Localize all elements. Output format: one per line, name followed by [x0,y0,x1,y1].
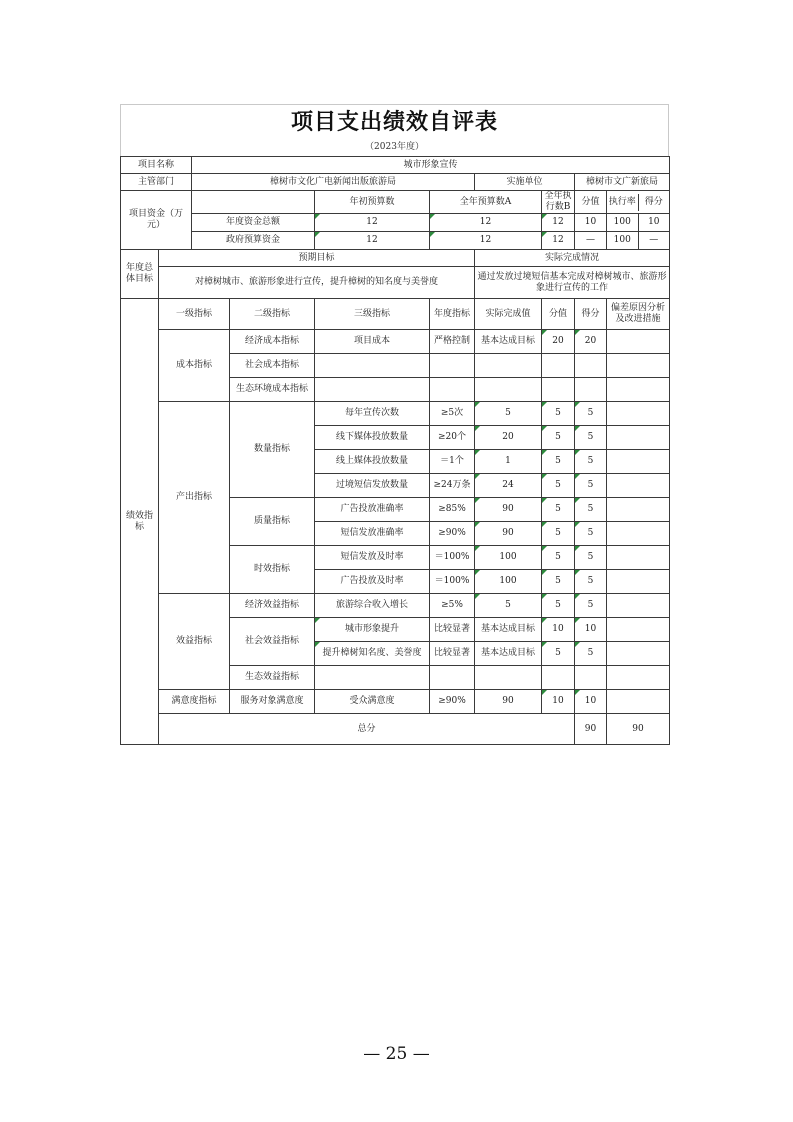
indicator-actual: 1 [475,450,542,474]
indicator-points: 5 [575,522,607,546]
level2-eco-benefit: 生态效益指标 [230,666,315,690]
funds-row-rate-points [607,232,670,250]
level2-eco-cost: 生态环境成本指标 [230,378,315,402]
indicator-name: 城市形象提升 [315,618,430,642]
indicator-actual: 24 [475,474,542,498]
indicator-points: 5 [575,570,607,594]
funds-row-executed: 12 [542,214,575,232]
empty-cell [430,666,475,690]
indicator-points: 5 [575,642,607,666]
indicator-name: 过境短信发放数量 [315,474,430,498]
indicator-target: 比较显著 [430,642,475,666]
total-score: 90 [575,714,607,745]
indicator-name: 线下媒体投放数量 [315,426,430,450]
indicator-target: ＝100% [430,570,475,594]
indicator-name: 广告投放及时率 [315,570,430,594]
indicator-section-label: 绩效指标 [121,299,159,745]
empty-cell [607,378,670,402]
indicator-name: 短信发放及时率 [315,546,430,570]
funds-row-full-year: 12 [430,214,542,232]
empty-cell [607,666,670,690]
indicator-actual: 基本达成目标 [475,618,542,642]
level2-social-benefit: 社会效益指标 [230,618,315,666]
empty-cell [575,666,607,690]
indicator-score: 5 [542,546,575,570]
level2-economic-benefit: 经济效益指标 [230,594,315,618]
dept-value: 樟树市文化广电新闻出版旅游局 [192,174,475,191]
empty-cell [575,378,607,402]
indicator-points: 20 [575,330,607,354]
funds-row-points: — [638,232,670,249]
indicator-target: ≥20个 [430,426,475,450]
indicator-score: 5 [542,522,575,546]
funds-row [121,214,670,232]
funds-row-name: 年度资金总额 [192,214,315,232]
indicator-name: 旅游综合收入增长 [315,594,430,618]
indicator-target: ≥5% [430,594,475,618]
indicator-score: 20 [542,330,575,354]
indicator-points: 5 [575,498,607,522]
indicator-name: 项目成本 [315,330,430,354]
funds-row-name: 政府预算资金 [192,232,315,250]
indicator-deviation [607,642,670,666]
funds-row-initial: 12 [315,214,430,232]
indicator-actual: 基本达成目标 [475,642,542,666]
indicator-points: 10 [575,690,607,714]
indicator-target: ≥24万条 [430,474,475,498]
indicator-target: ≥90% [430,690,475,714]
hdr-score: 分值 [542,299,575,330]
empty-cell [475,666,542,690]
col-exec-rate: 执行率 [608,196,636,207]
empty-cell [575,354,607,378]
self-evaluation-sheet [120,104,669,745]
indicator-target: 严格控制 [430,330,475,354]
funds-row-rate: 100 [613,217,631,227]
total-label: 总分 [159,714,575,745]
indicator-actual: 90 [475,522,542,546]
empty-cell [315,666,430,690]
indicator-name: 线上媒体投放数量 [315,450,430,474]
funds-row-score: 10 [575,214,607,232]
indicator-score: 5 [542,474,575,498]
indicator-score: 10 [542,618,575,642]
empty-cell [430,378,475,402]
level2-economic-cost: 经济成本指标 [230,330,315,354]
page-number: — 25 — [363,1044,430,1064]
indicator-deviation [607,426,670,450]
hdr-deviation: 偏差原因分析及改进措施 [607,299,670,330]
col-points: 得分 [638,194,670,211]
funds-row-initial: 12 [315,232,430,250]
empty-cell [315,378,430,402]
hdr-level1: 一级指标 [159,299,230,330]
funds-row [121,232,670,250]
indicator-points: 5 [575,426,607,450]
indicator-deviation [607,450,670,474]
col-full-year-budget: 全年预算数A [430,191,542,214]
indicator-points: 5 [575,450,607,474]
actual-completion-text: 通过发放过境短信基本完成对樟树城市、旅游形象进行宣传的工作 [475,267,670,299]
funds-row-rate-points [607,214,670,232]
level1-satisfaction: 满意度指标 [159,690,230,714]
empty-cell [542,354,575,378]
indicator-actual: 20 [475,426,542,450]
funds-row-rate: 100 [613,235,631,245]
indicator-target: ＝1个 [430,450,475,474]
funds-row-full-year: 12 [430,232,542,250]
indicator-name: 广告投放准确率 [315,498,430,522]
indicator-deviation [607,546,670,570]
impl-unit-label: 实施单位 [475,174,575,191]
indicator-score: 5 [542,402,575,426]
indicator-actual: 90 [475,498,542,522]
level1-benefit: 效益指标 [159,594,230,690]
evaluation-table [120,156,670,745]
funds-row-score: — [575,232,607,250]
hdr-target: 年度指标 [430,299,475,330]
level2-timeliness: 时效指标 [230,546,315,594]
col-score: 分值 [575,191,607,214]
col-initial-budget: 年初预算数 [315,191,430,214]
table-row [121,594,670,618]
indicator-actual: 基本达成目标 [475,330,542,354]
funds-blank-header [192,191,315,214]
table-row [121,330,670,354]
indicator-name: 提升樟树知名度、美誉度 [315,642,430,666]
total-row [121,714,670,745]
empty-cell [475,378,542,402]
empty-cell [315,354,430,378]
project-name-value: 城市形象宣传 [192,157,670,174]
funds-row-points: 10 [638,214,670,231]
funds-row-executed: 12 [542,232,575,250]
empty-cell [542,378,575,402]
indicator-deviation [607,402,670,426]
level2-social-cost: 社会成本指标 [230,354,315,378]
level2-service-satisfaction: 服务对象满意度 [230,690,315,714]
hdr-actual: 实际完成值 [475,299,542,330]
indicator-points: 5 [575,402,607,426]
project-name-label: 项目名称 [121,157,192,174]
indicator-target: ≥85% [430,498,475,522]
indicator-deviation [607,594,670,618]
col-executed: 全年执行数B [542,191,575,214]
hdr-level3: 三级指标 [315,299,430,330]
col-rate-points [607,191,670,214]
indicator-deviation [607,690,670,714]
indicator-deviation [607,474,670,498]
expected-goal-text: 对樟树城市、旅游形象进行宣传，提升樟树的知名度与美誉度 [159,267,475,299]
impl-unit-value: 樟树市文广新旅局 [575,174,670,191]
indicator-actual: 5 [475,594,542,618]
indicator-score: 5 [542,498,575,522]
dept-label: 主管部门 [121,174,192,191]
indicator-deviation [607,522,670,546]
total-points: 90 [607,714,670,745]
funds-label: 项目资金（万元） [121,191,192,250]
indicator-target: ≥5次 [430,402,475,426]
empty-cell [607,354,670,378]
indicator-points: 10 [575,618,607,642]
actual-completion-label: 实际完成情况 [475,250,670,267]
table-row [121,690,670,714]
indicator-score: 5 [542,450,575,474]
indicator-deviation [607,618,670,642]
empty-cell [475,354,542,378]
level2-quality: 质量指标 [230,498,315,546]
hdr-level2: 二级指标 [230,299,315,330]
empty-cell [430,354,475,378]
indicator-score: 5 [542,642,575,666]
level1-cost: 成本指标 [159,330,230,402]
annual-goal-label: 年度总体目标 [121,250,159,299]
indicator-points: 5 [575,546,607,570]
indicator-name: 每年宣传次数 [315,402,430,426]
indicator-deviation [607,570,670,594]
indicator-actual: 90 [475,690,542,714]
table-row [121,402,670,426]
indicator-actual: 100 [475,546,542,570]
level2-quantity: 数量指标 [230,402,315,498]
indicator-name: 短信发放准确率 [315,522,430,546]
indicator-actual: 5 [475,402,542,426]
indicator-points: 5 [575,474,607,498]
page-title: 项目支出绩效自评表 [120,104,669,139]
indicator-actual: 100 [475,570,542,594]
indicator-name: 受众满意度 [315,690,430,714]
expected-goal-label: 预期目标 [159,250,475,267]
indicator-score: 5 [542,570,575,594]
fiscal-year: （2023年度） [120,139,669,156]
indicator-target: ＝100% [430,546,475,570]
indicator-target: 比较显著 [430,618,475,642]
indicator-score: 5 [542,426,575,450]
indicator-deviation [607,330,670,354]
empty-cell [542,666,575,690]
indicator-points: 5 [575,594,607,618]
indicator-score: 10 [542,690,575,714]
indicator-deviation [607,498,670,522]
indicator-target: ≥90% [430,522,475,546]
level1-output: 产出指标 [159,402,230,594]
hdr-points: 得分 [575,299,607,330]
indicator-score: 5 [542,594,575,618]
